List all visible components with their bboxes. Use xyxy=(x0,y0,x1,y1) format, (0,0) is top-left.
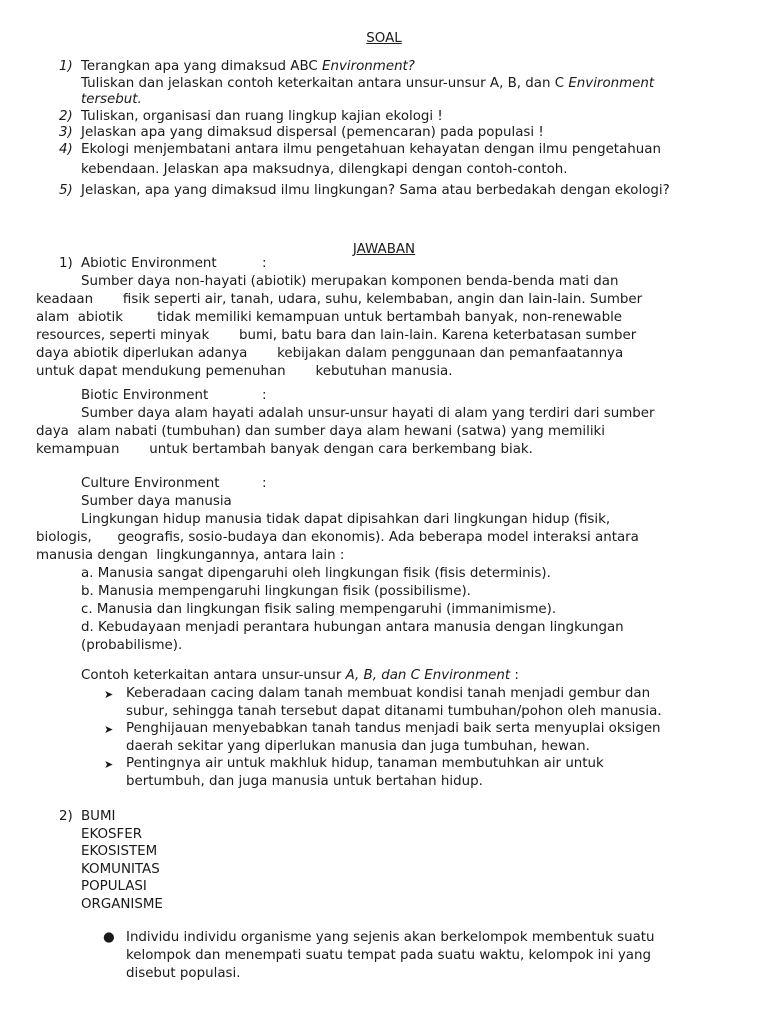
biotic-label-row xyxy=(36,387,736,405)
paragraph-line: resources, seperti minyak bumi, batu bara dan lain-lain. Karena keterbatasan sumber xyxy=(36,328,637,343)
populasi-note xyxy=(0,929,760,983)
level-label: KOMUNITAS xyxy=(81,861,160,877)
question-number: 4) xyxy=(59,141,73,157)
abiotic-label: Abiotic Environment xyxy=(81,256,217,271)
biotic-section xyxy=(36,387,736,459)
model-item: d. Kebudayaan menjadi perantara hubungan antara manusia dengan lingkungan xyxy=(81,620,624,635)
contoh-intro xyxy=(0,667,732,685)
model-item: b. Manusia mempengaruhi lingkungan fisik (possibilisme). xyxy=(81,584,471,599)
paragraph-line: daya abiotik diperlukan adanya kebijakan dalam penggunaan dan pemanfaatannya xyxy=(36,346,624,361)
question-5 xyxy=(0,181,768,202)
question-text-italic: Environment xyxy=(568,75,655,91)
question-1 xyxy=(0,59,768,109)
paragraph-line: alam abiotik tidak memiliki kemampuan untuk bertambah banyak, non-renewable xyxy=(36,310,623,325)
contoh-line: daerah sekitar yang diperlukan manusia dan juga tumbuhan, hewan. xyxy=(126,738,590,754)
label-colon: : xyxy=(262,256,267,271)
paragraph-line: daya alam nabati (tumbuhan) dan sumber daya alam hewani (satwa) yang memiliki xyxy=(36,424,606,439)
contoh-line: Penghijauan menyebabkan tanah tandus menjadi baik serta menyuplai oksigen xyxy=(126,721,661,736)
answer-number: 1) xyxy=(59,256,73,271)
level-item xyxy=(0,808,760,826)
contoh-line: bertumbuh, dan juga manusia untuk bertahan hidup. xyxy=(126,773,483,789)
contoh-intro-colon: : xyxy=(510,668,519,683)
paragraph-line: kemampuan untuk bertambah banyak dengan cara berkembang biak. xyxy=(36,442,533,457)
contoh-section xyxy=(0,667,732,790)
culture-section xyxy=(36,475,736,655)
jawaban-heading: JAWABAN xyxy=(352,242,416,257)
paragraph-line: biologis, geografis, sosio-budaya dan ekonomis). Ada beberapa model interaksi antara xyxy=(36,530,639,545)
biotic-label: Biotic Environment xyxy=(81,388,209,403)
question-number: 5) xyxy=(59,182,73,198)
arrowhead-bullet-icon: ➤ xyxy=(104,723,114,736)
model-item: a. Manusia sangat dipengaruhi oleh lingkungan fisik (fisis determinis). xyxy=(81,566,551,581)
contoh-item xyxy=(0,755,732,790)
note-line: Individu individu organisme yang sejenis akan berkelompok membentuk suatu xyxy=(126,929,655,945)
culture-label: Culture Environment xyxy=(81,476,220,491)
level-label: ORGANISME xyxy=(81,896,163,912)
contoh-line: Keberadaan cacing dalam tanah membuat kondisi tanah menjadi gembur dan xyxy=(126,686,651,701)
question-number: 3) xyxy=(59,125,73,140)
paragraph-line: Sumber daya alam hayati adalah unsur-unsur hayati di alam yang terdiri dari sumber xyxy=(81,406,655,421)
question-4 xyxy=(0,140,768,181)
contoh-line: Pentingnya air untuk makhluk hidup, tanaman membutuhkan air untuk xyxy=(126,756,604,771)
contoh-line: subur, sehingga tanah tersebut dapat ditanami tumbuhan/pohon oleh manusia. xyxy=(126,703,662,719)
paragraph-line: Sumber daya non-hayati (abiotik) merupakan komponen benda-benda mati dan xyxy=(81,274,619,289)
question-number: 2) xyxy=(59,108,73,124)
level-label: EKOSISTEM xyxy=(81,844,158,860)
arrowhead-bullet-icon: ➤ xyxy=(104,688,114,701)
culture-subtitle: Sumber daya manusia xyxy=(81,494,232,509)
question-text: Terangkan apa yang dimaksud ABC xyxy=(81,59,323,74)
level-label: BUMI xyxy=(81,809,116,824)
paragraph-line: Lingkungan hidup manusia tidak dapat dipisahkan dari lingkungan hidup (fisik, xyxy=(81,512,611,527)
label-colon: : xyxy=(262,476,267,491)
round-bullet-icon: ● xyxy=(103,929,115,945)
question-text: Tuliskan, organisasi dan ruang lingkup kajian ekologi ! xyxy=(81,108,443,124)
question-text: Tuliskan dan jelaskan contoh keterkaitan antara unsur-unsur A, B, dan C xyxy=(81,75,569,91)
question-text-italic: Environment? xyxy=(322,59,415,74)
paragraph-line: untuk dapat mendukung pemenuhan kebutuhan manusia. xyxy=(36,364,453,379)
contoh-item xyxy=(0,685,732,720)
arrowhead-bullet-icon: ➤ xyxy=(104,758,114,771)
level-label: EKOSFER xyxy=(81,826,143,842)
answer-number: 2) xyxy=(59,809,73,824)
question-text: Jelaskan apa yang dimaksud dispersal (pemencaran) pada populasi ! xyxy=(81,125,544,140)
abiotic-label-row xyxy=(36,255,736,273)
question-list xyxy=(0,59,768,201)
model-item: c. Manusia dan lingkungan fisik saling mempengaruhi (immanimisme). xyxy=(81,602,557,617)
abiotic-section xyxy=(36,255,736,381)
question-text: Ekologi menjembatani antara ilmu pengetahuan kehayatan dengan ilmu pengetahuan kebendaan. Jelaskan apa maksudnya, dilengkapi dengan contoh-contoh. xyxy=(81,141,661,177)
model-item: (probabilisme). xyxy=(81,638,183,653)
answer-2-section xyxy=(0,808,760,983)
soal-heading: SOAL xyxy=(366,31,402,46)
question-text: Jelaskan, apa yang dimaksud ilmu lingkungan? Sama atau berbedakah dengan ekologi? xyxy=(81,182,670,198)
paragraph-line: keadaan fisik seperti air, tanah, udara, suhu, kelembaban, angin dan lain-lain. Sumber xyxy=(36,292,643,307)
note-line: disebut populasi. xyxy=(126,965,241,981)
question-2 xyxy=(0,109,768,126)
contoh-intro-italic: A, B, dan C Environment xyxy=(345,668,511,683)
question-text-italic: tersebut. xyxy=(81,92,142,107)
note-line: kelompok dan menempati suatu tempat pada suatu waktu, kelompok ini yang xyxy=(126,947,651,963)
level-label: POPULASI xyxy=(81,879,147,895)
question-number: 1) xyxy=(59,59,73,74)
contoh-item xyxy=(0,720,732,755)
paragraph-line: manusia dengan lingkungannya, antara lain : xyxy=(36,548,345,563)
contoh-intro-text: Contoh keterkaitan antara unsur-unsur xyxy=(81,668,346,683)
label-colon: : xyxy=(262,388,267,403)
culture-label-row xyxy=(36,475,736,493)
